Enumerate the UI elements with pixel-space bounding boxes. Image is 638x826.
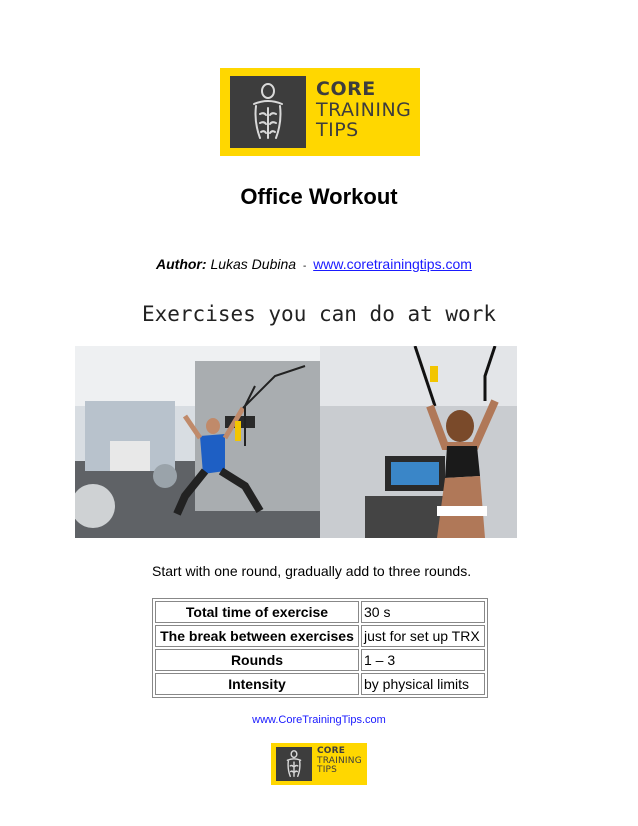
table-value-cell: 1 – 3 — [361, 649, 485, 671]
torso-icon — [230, 76, 306, 148]
table-key-cell: The break between exercises — [155, 625, 359, 647]
table-key-cell: Total time of exercise — [155, 601, 359, 623]
table-value-cell: by physical limits — [361, 673, 485, 695]
author-website-link[interactable]: www.coretrainingtips.com — [313, 256, 472, 272]
table-row — [155, 601, 485, 623]
core-training-tips-logo-small — [271, 743, 367, 785]
table-row — [155, 649, 485, 671]
author-line — [156, 256, 472, 272]
intro-text: Start with one round, gradually add to three rounds. — [152, 563, 472, 579]
footer-website-link[interactable]: www.CoreTrainingTips.com — [252, 714, 386, 726]
torso-icon — [276, 747, 312, 781]
author-name: Lukas Dubina — [210, 256, 297, 272]
workout-photo — [75, 346, 517, 538]
core-training-tips-logo — [220, 68, 420, 156]
table-value-cell: just for set up TRX — [361, 625, 485, 647]
table-row — [155, 673, 485, 695]
table-key-cell: Rounds — [155, 649, 359, 671]
table-key-cell: Intensity — [155, 673, 359, 695]
table-row — [155, 625, 485, 647]
author-separator: - — [302, 261, 307, 272]
workout-info-table — [152, 598, 488, 698]
author-label: Author: — [156, 256, 207, 272]
page-title: Office Workout — [240, 184, 398, 209]
subtitle: Exercises you can do at work — [141, 302, 496, 326]
table-value-cell: 30 s — [361, 601, 485, 623]
logo-wordmark: CORE TRAINING TIPS — [316, 78, 412, 142]
logo-wordmark: CORE TRAINING TIPS — [317, 746, 362, 776]
